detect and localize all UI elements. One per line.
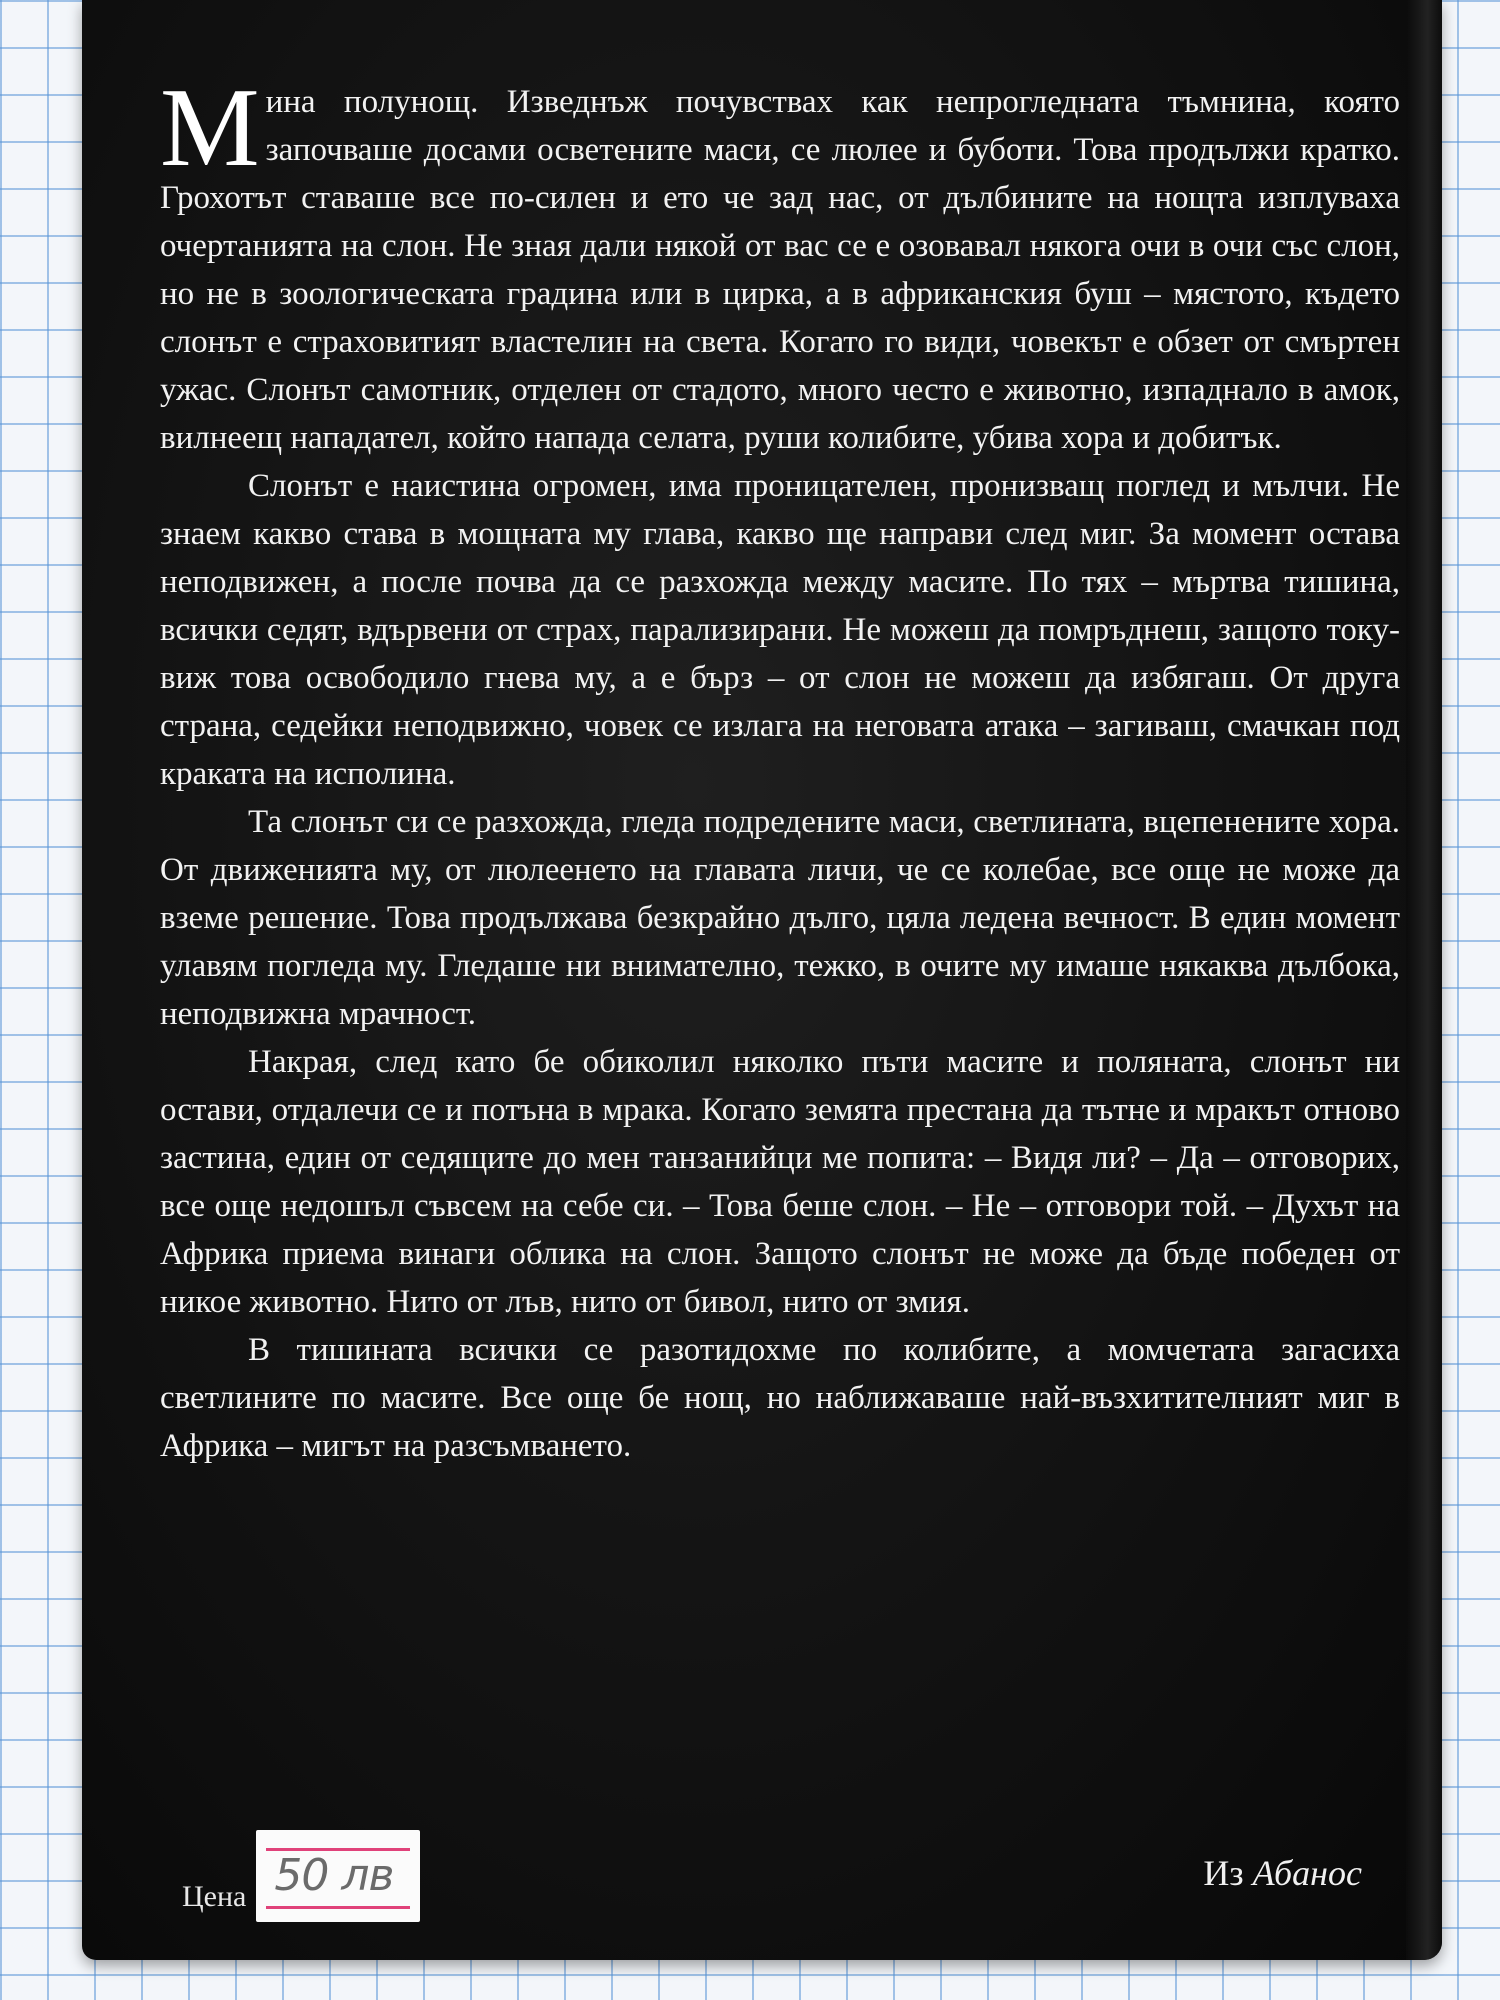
paragraph-1-text: ина полунощ. Изведнъж почувствах как непрогледната тъмнина, която започваше досами осветените маси, се люлее и буботи. Това продължи кратко. Грохотът ставаше все по-силен и ето че зад нас, от дълбините на нощта изплуваха очертанията на слон. Не зная дали някой от вас се е озовавал някога очи в очи със слон, но не в зоологическата градина или в цирка, а в африканския буш – мястото, където слонът е страховитият властелин на света. Когато го види, човекът е обзет от смъртен ужас. Слонът самотник, отделен от стадото, много често е животно, изпаднало в амок, вилнеещ нападател, който напада селата, руши колибите, убива хора и добитък. — [160, 84, 1400, 456]
paragraph-4: Накрая, след като бе обиколил няколко пъти масите и поляната, слонът ни остави, отдалечи се и потъна в мрака. Когато земята престана да тътне и мракът отново застина, един от седящите до мен танзанийци ме попита: – Видя ли? – Да – отговорих, все още недошъл съвсем на себе си. – Това беше слон. – Не – отговори той. – Духът на Африка приема винаги облика на слон. Защото слонът не може да бъде победен от никое животно. Нито от лъв, нито от бивол, нито от змия. — [160, 1044, 1400, 1320]
paragraph-3: Та слонът си се разхожда, гледа подредените маси, светлината, вцепенените хора. От движенията му, от люлеенето на главата личи, че се колебае, все още не може да вземе решение. Това продължава безкрайно дълго, цяла ледена вечност. В един момент улавям погледа му. Гледаше ни внимателно, тежко, в очите му имаше някаква дълбока, неподвижна мрачност. — [160, 804, 1400, 1032]
source-prefix: Из — [1203, 1853, 1244, 1893]
paragraph-1 — [160, 66, 1400, 462]
book-back-cover — [82, 0, 1442, 1960]
price-label: Цена — [182, 1880, 247, 1913]
price-area — [182, 1822, 420, 1922]
excerpt-text — [160, 66, 1400, 1470]
book-edge — [1406, 0, 1442, 1960]
price-sticker — [256, 1830, 420, 1922]
source-attribution — [1203, 1852, 1362, 1894]
paragraph-5: В тишината всички се разотидохме по колибите, а момчетата загасиха светлините по масите. Все още бе нощ, но наближаваше най-възхитителният миг в Африка – мигът на разсъмването. — [160, 1332, 1400, 1464]
sticker-line-bottom — [266, 1906, 410, 1909]
paragraph-2: Слонът е наистина огромен, има проницателен, пронизващ поглед и мълчи. Не знаем какво става в мощната му глава, какво ще направи след миг. За момент остава неподвижен, а после почва да се разхожда между масите. По тях – мъртва тишина, всички седят, вдървени от страх, парализирани. Не можеш да помръднеш, защото току-виж това освободило гнева му, а е бърз – от слон не можеш да избягаш. От друга страна, седейки неподвижно, човек се излага на неговата атака – загиваш, смачкан под краката на исполина. — [160, 468, 1400, 792]
drop-cap: М — [160, 66, 260, 190]
source-title: Абанос — [1252, 1853, 1362, 1893]
price-value: 50 лв — [274, 1850, 394, 1901]
